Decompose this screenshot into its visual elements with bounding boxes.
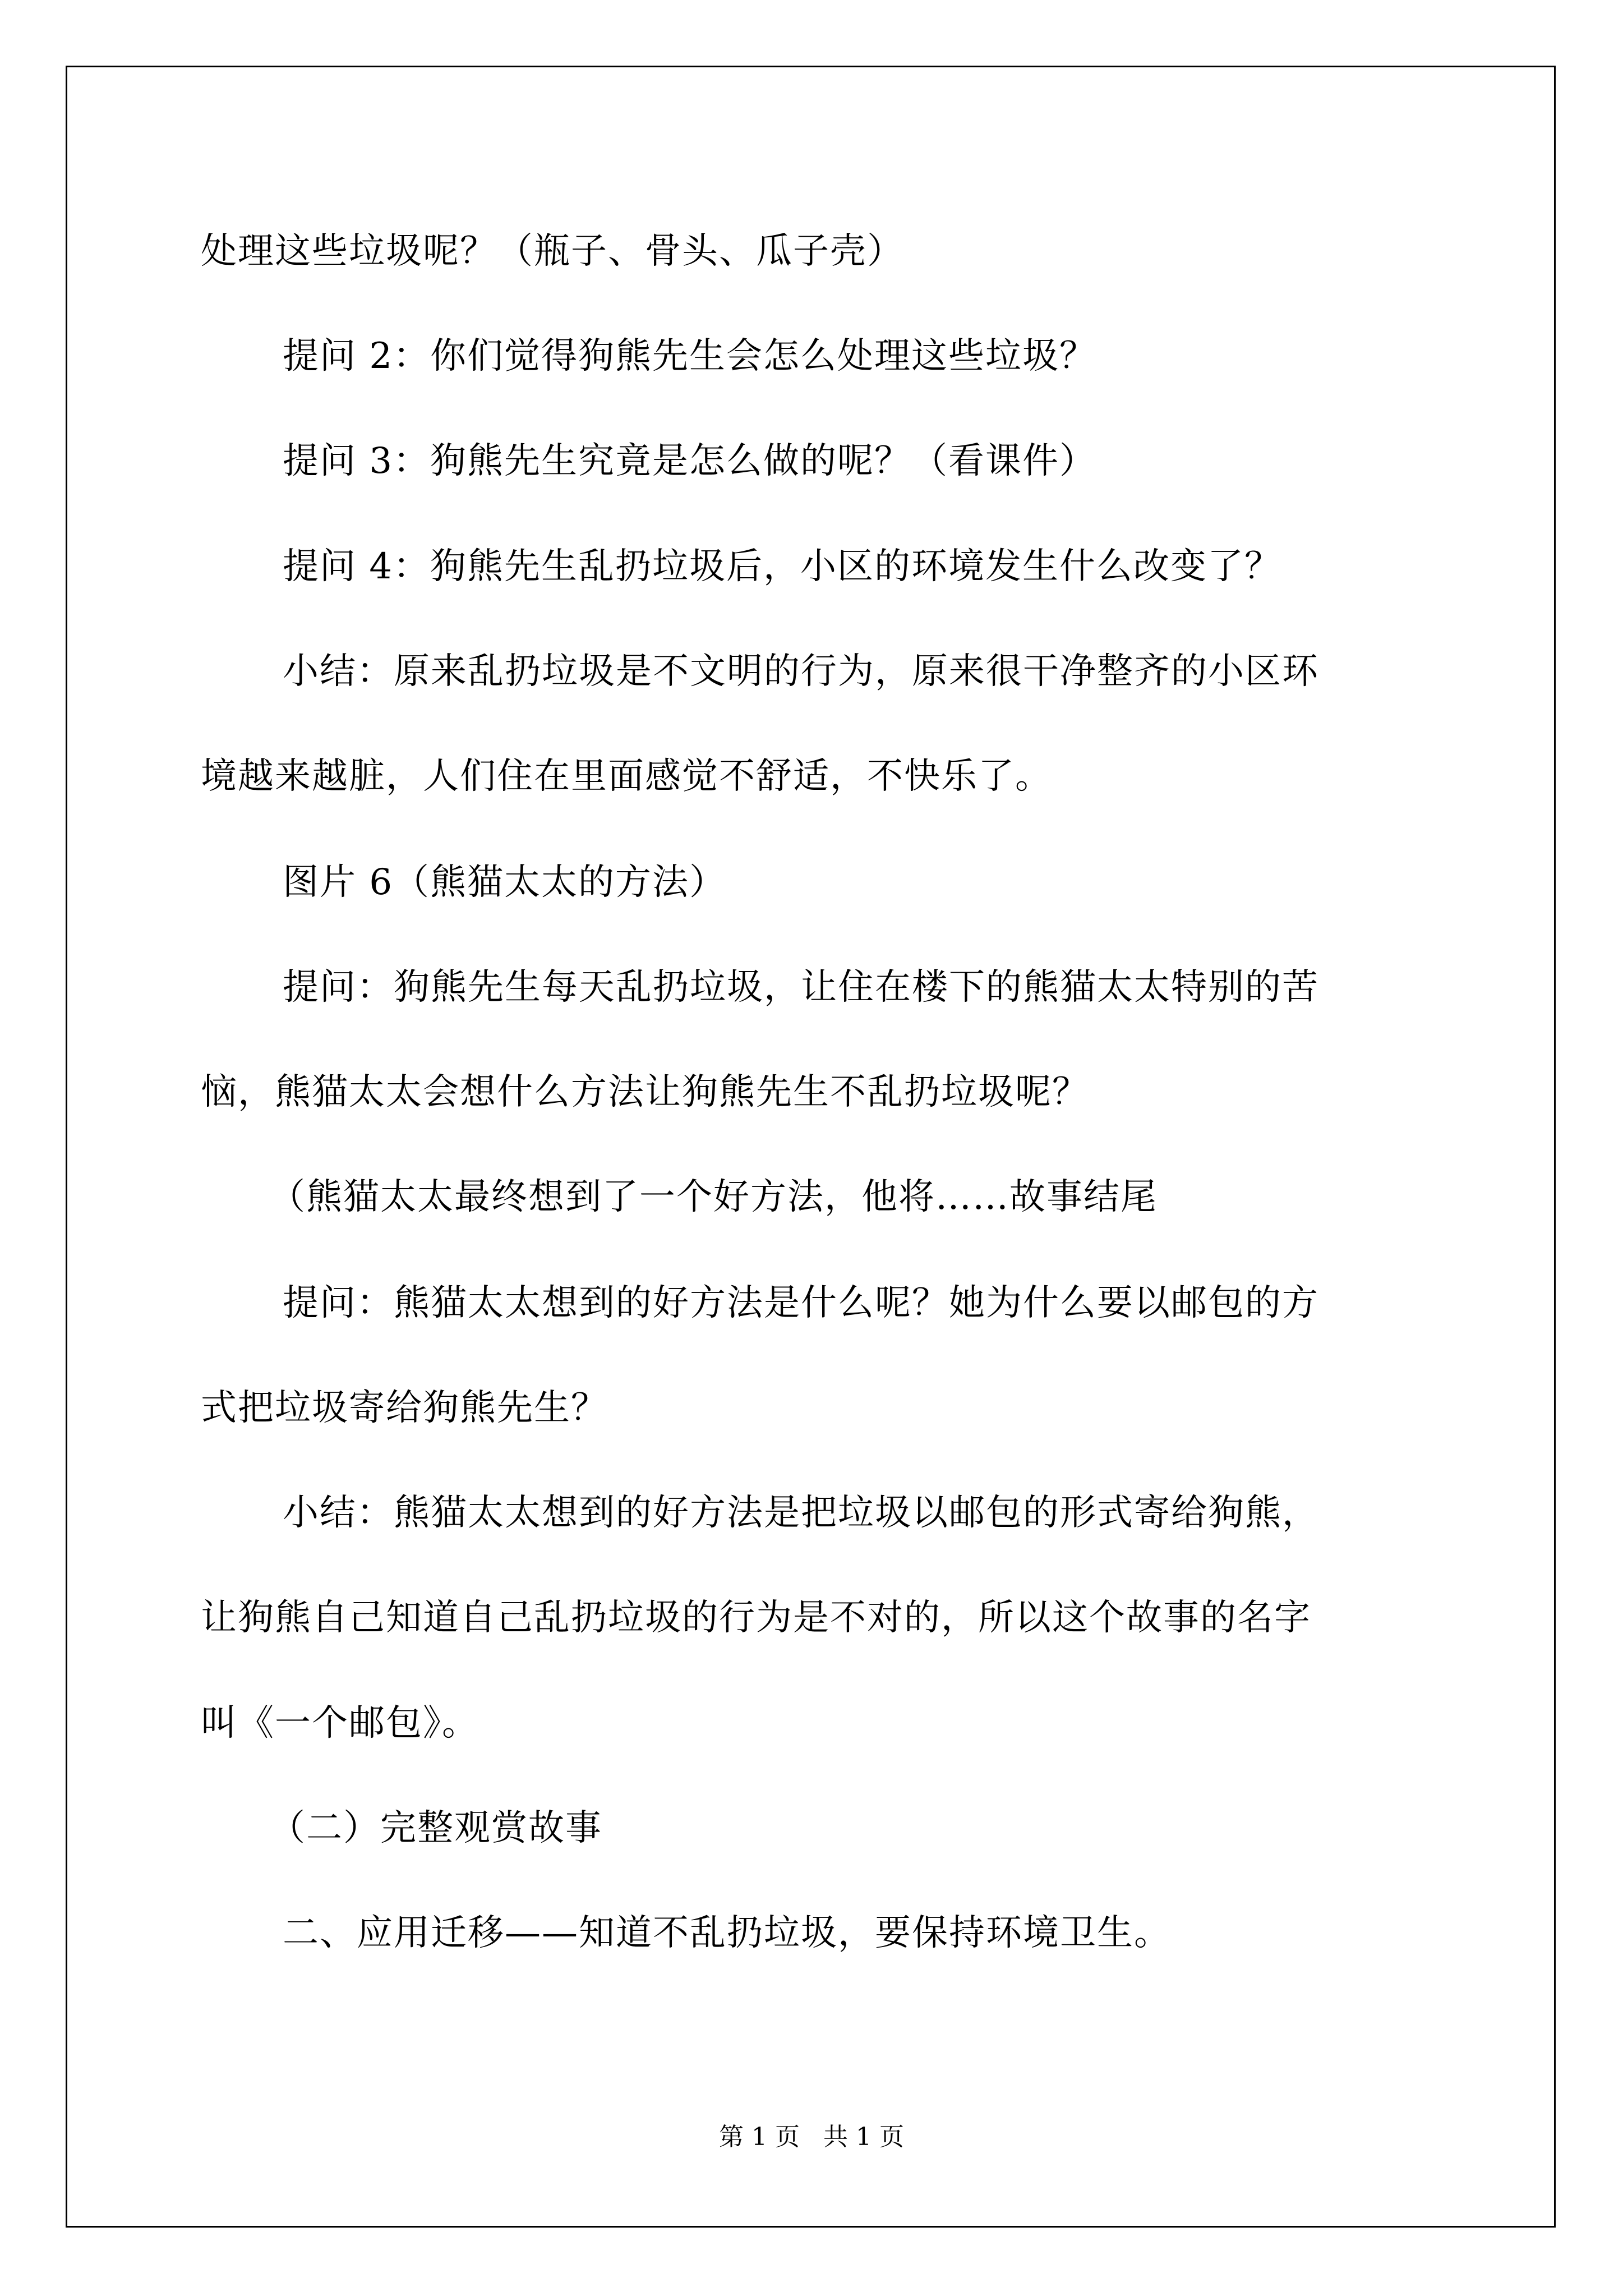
text-line-11: 提问：熊猫太太想到的好方法是什么呢？她为什么要以邮包的方 bbox=[283, 1282, 1319, 1324]
page-border bbox=[66, 66, 1556, 2228]
text-line-2: 提问 2：你们觉得狗熊先生会怎么处理这些垃圾？ bbox=[283, 335, 1097, 377]
text-line-10: （熊猫太太最终想到了一个好方法，他将……故事结尾 bbox=[269, 1176, 1158, 1218]
text-line-4: 提问 4：狗熊先生乱扔垃圾后，小区的环境发生什么改变了？ bbox=[283, 546, 1282, 587]
text-line-14: 让狗熊自己知道自己乱扔垃圾的行为是不对的，所以这个故事的名字 bbox=[201, 1597, 1311, 1639]
text-line-12: 式把垃圾寄给狗熊先生？ bbox=[201, 1387, 608, 1429]
text-line-6: 境越来越脏，人们住在里面感觉不舒适，不快乐了。 bbox=[201, 756, 1052, 797]
text-line-17: 二、应用迁移——知道不乱扔垃圾，要保持环境卫生。 bbox=[283, 1912, 1171, 1954]
text-line-13: 小结：熊猫太太想到的好方法是把垃圾以邮包的形式寄给狗熊， bbox=[283, 1492, 1319, 1534]
text-line-1: 处理这些垃圾呢？（瓶子、骨头、瓜子壳） bbox=[201, 231, 904, 272]
text-line-3: 提问 3：狗熊先生究竟是怎么做的呢？（看课件） bbox=[283, 440, 1097, 482]
text-line-7: 图片 6（熊猫太太的方法） bbox=[283, 862, 727, 903]
text-line-5: 小结：原来乱扔垃圾是不文明的行为，原来很干净整齐的小区环 bbox=[283, 651, 1319, 692]
page-footer: 第 1 页 共 1 页 bbox=[719, 2123, 904, 2151]
text-line-16: （二）完整观赏故事 bbox=[269, 1807, 602, 1849]
text-line-9: 恼，熊猫太太会想什么方法让狗熊先生不乱扔垃圾呢？ bbox=[201, 1071, 1089, 1113]
text-line-8: 提问：狗熊先生每天乱扔垃圾，让住在楼下的熊猫太太特别的苦 bbox=[283, 967, 1319, 1008]
text-line-15: 叫《一个邮包》。 bbox=[201, 1703, 479, 1744]
